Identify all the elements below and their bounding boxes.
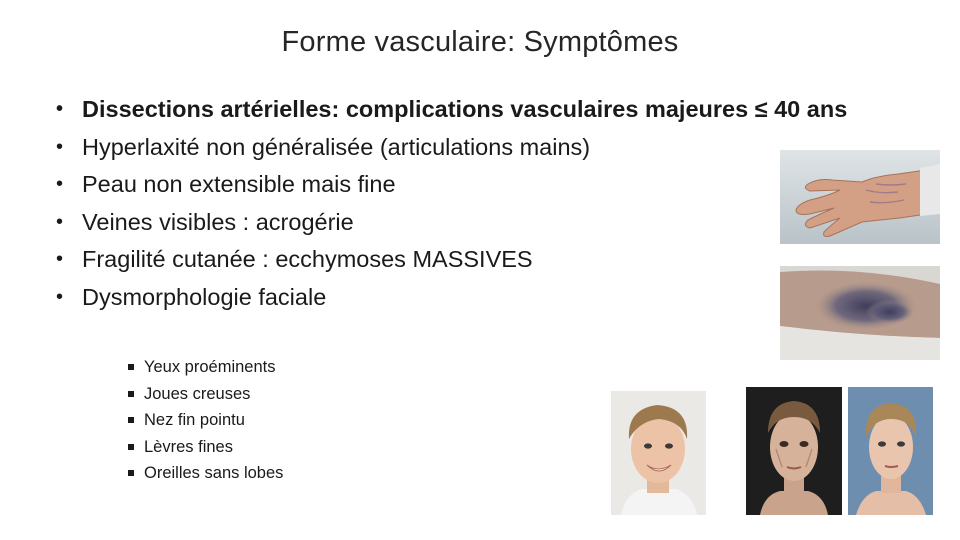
sub-bullet-text: Oreilles sans lobes: [144, 464, 284, 483]
woman-face-photo: [746, 387, 842, 515]
bullet-dot: •: [56, 285, 64, 308]
bullet-item-hyperlaxite: [56, 129, 847, 167]
bullet-text: Hyperlaxité non généralisée (articulations mains): [82, 133, 591, 160]
sub-bullet-item: [128, 434, 283, 461]
bruised-arm-photo-icon: [780, 266, 940, 360]
square-bullet-icon: [128, 391, 134, 397]
bullet-dot: •: [56, 173, 64, 196]
bruised-arm-photo: [780, 266, 940, 360]
bullet-dot: •: [56, 135, 64, 158]
sub-bullet-list: [128, 354, 283, 487]
sub-bullet-text: Joues creuses: [144, 384, 251, 403]
sub-bullet-item: [128, 381, 283, 408]
bullet-text: Peau non extensible mais fine: [82, 171, 396, 198]
sub-bullet-text: Yeux proéminents: [144, 358, 276, 376]
woman-face-photo-icon: [848, 387, 933, 515]
bullet-dot: •: [56, 210, 64, 233]
bullet-dot: •: [56, 98, 64, 120]
sub-bullet-item: [128, 460, 283, 487]
bullet-item-veines: [56, 204, 847, 242]
square-bullet-icon: [128, 444, 134, 450]
sub-bullet-text: Lèvres fines: [144, 437, 233, 456]
sub-bullet-item: [128, 354, 283, 381]
square-bullet-icon: [128, 470, 134, 476]
bullet-text: Dissections artérielles: complications vasculaires majeures ≤ 40 ans: [82, 96, 848, 122]
square-bullet-icon: [128, 417, 134, 423]
boy-face-photo: [611, 391, 706, 515]
woman-face-photo-icon: [746, 387, 842, 515]
bullet-item-fragilite: [56, 241, 847, 279]
woman-face-photo: [848, 387, 933, 515]
bullet-item-dysmorphologie: [56, 279, 847, 317]
bullet-dot: •: [56, 248, 64, 271]
bullet-item-peau: [56, 166, 847, 204]
bullet-text: Veines visibles : acrogérie: [82, 208, 354, 235]
square-bullet-icon: [128, 364, 134, 370]
boy-face-photo-icon: [611, 391, 706, 515]
sub-bullet-item: [128, 407, 283, 434]
bullet-text: Fragilité cutanée : ecchymoses MASSIVES: [82, 246, 533, 273]
hand-photo-icon: [780, 150, 940, 244]
main-bullet-list: [56, 91, 847, 317]
bullet-item-dissections: [56, 91, 847, 129]
hand-photo: [780, 150, 940, 244]
slide-title: Forme vasculaire: Symptômes: [281, 26, 679, 58]
sub-bullet-text: Nez fin pointu: [144, 411, 245, 430]
bullet-text: Dysmorphologie faciale: [82, 283, 327, 310]
